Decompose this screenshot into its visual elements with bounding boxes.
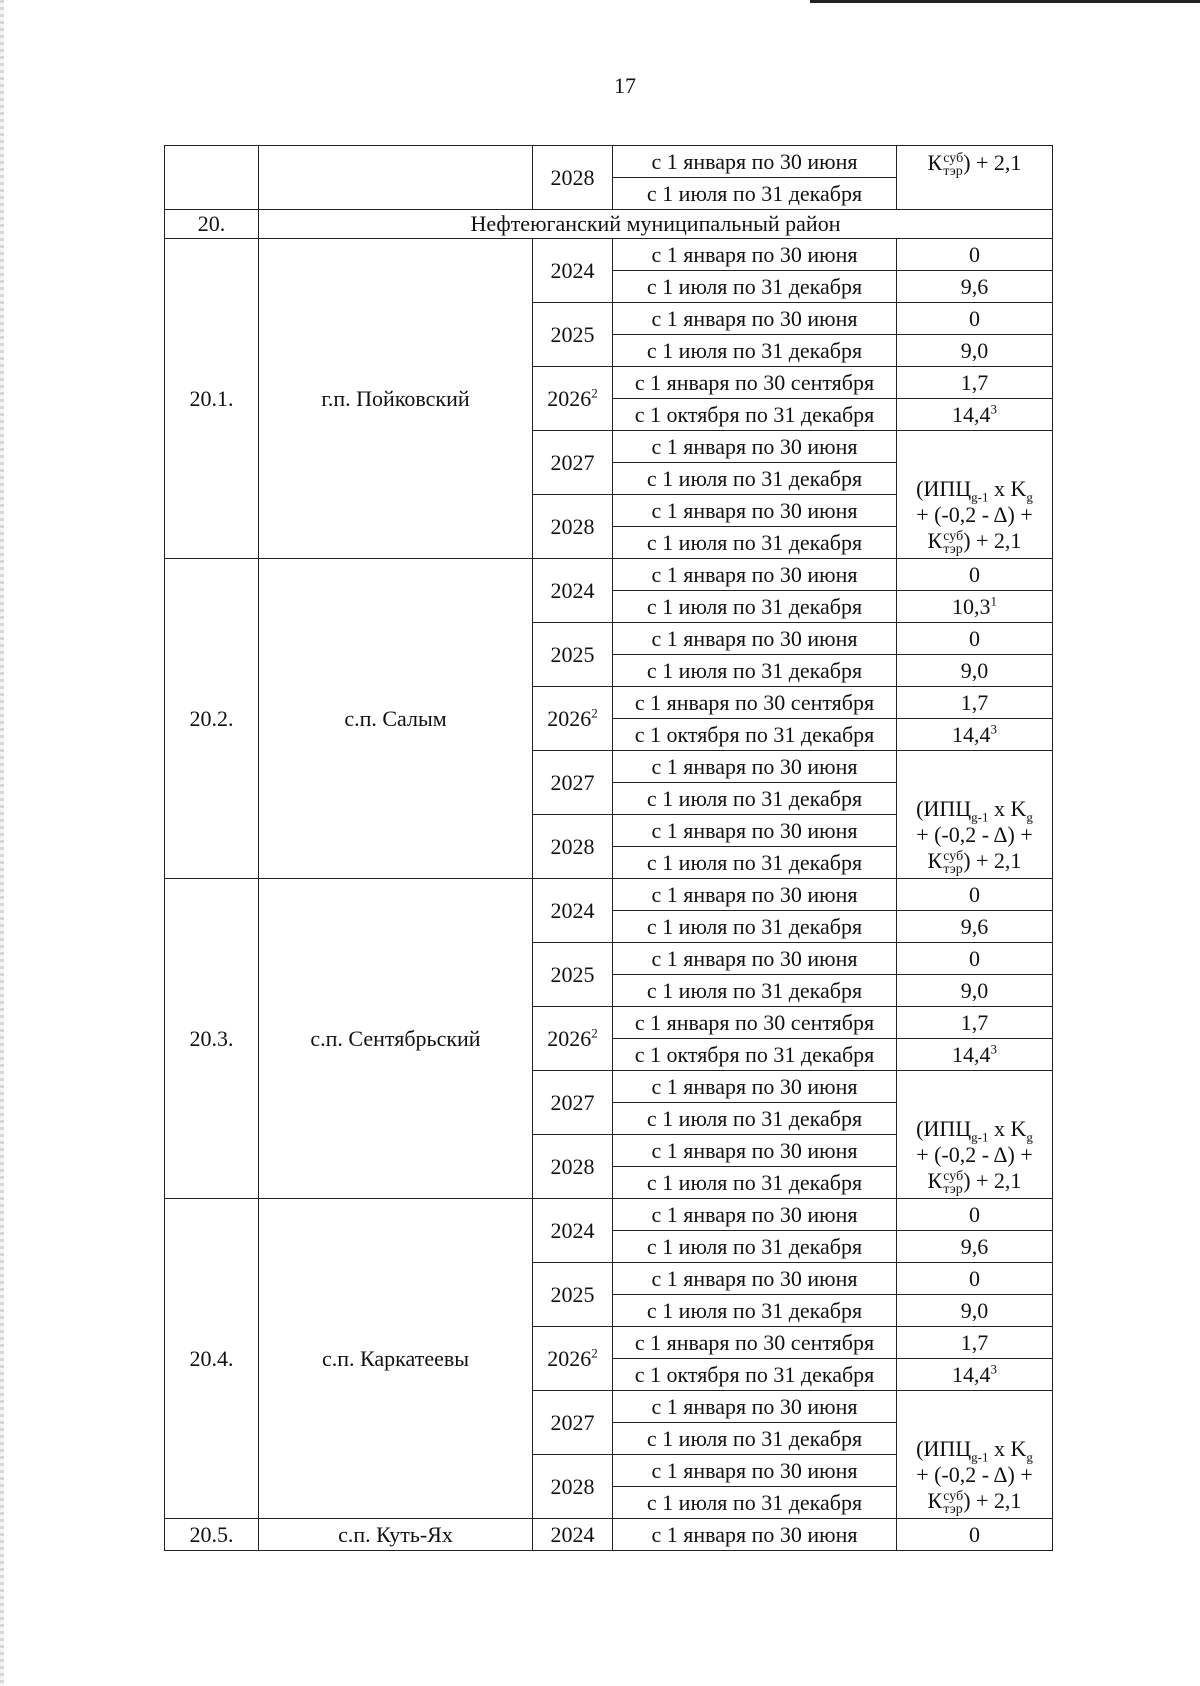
- formula-line-3: [901, 1168, 1048, 1196]
- formula-sup: суб: [943, 1169, 964, 1184]
- year-value: 2028: [550, 1153, 595, 1179]
- year-value: 2024: [550, 257, 595, 283]
- formula-line-3: [901, 1488, 1048, 1516]
- formula-line: [901, 150, 1048, 178]
- year-value: 2027: [550, 449, 595, 475]
- year-value: 2025: [550, 961, 595, 987]
- year-cell: [533, 1071, 613, 1135]
- formula-sup: суб: [943, 150, 964, 166]
- formula-line-2: + (-0,2 - Δ) +: [916, 502, 1033, 528]
- footnote-mark: 3: [990, 1041, 997, 1057]
- period-cell: с 1 января по 30 сентября: [613, 687, 897, 719]
- period-cell: с 1 июля по 31 декабря: [613, 335, 897, 367]
- table-row: [165, 239, 1053, 271]
- footnote-mark: 2: [591, 385, 598, 401]
- formula-ipc: (ИПЦ: [916, 796, 972, 822]
- settlement-name: г.п. Пойковский: [259, 239, 533, 559]
- formula-line-1: [901, 1116, 1048, 1145]
- period-cell: с 1 января по 30 июня: [613, 495, 897, 527]
- formula-cell: [897, 431, 1053, 559]
- formula-line-1: [901, 1436, 1048, 1465]
- formula-suffix: ) + 2,1: [963, 528, 1022, 554]
- formula-suffix: ) + 2,1: [963, 150, 1022, 175]
- period-cell: с 1 июля по 31 декабря: [613, 783, 897, 815]
- value-text: 14,4: [952, 1361, 991, 1387]
- formula-ipc: (ИПЦ: [916, 476, 972, 502]
- formula-line-3: [901, 528, 1048, 556]
- year-value: 2026: [547, 385, 592, 411]
- year-value: 2027: [550, 1409, 595, 1435]
- page-number: 17: [614, 73, 636, 98]
- table-row: [165, 146, 1053, 178]
- period-cell: с 1 января по 30 июня: [613, 431, 897, 463]
- formula-sub: g-1: [971, 1129, 989, 1145]
- value-cell: [897, 879, 1053, 911]
- period-cell: с 1 июля по 31 декабря: [613, 178, 897, 210]
- year-cell: [533, 1135, 613, 1199]
- formula-spacer: [901, 774, 1048, 796]
- tariff-table: [164, 145, 1053, 1551]
- value-cell: [897, 975, 1053, 1007]
- year-value: 2028: [550, 833, 595, 859]
- value-cell: 0: [897, 1519, 1053, 1551]
- year-value: 2027: [550, 1089, 595, 1115]
- district-name: Нефтеюганский муниципальный район: [259, 210, 1053, 239]
- value-text: 9,0: [960, 1297, 989, 1323]
- value-cell: [897, 559, 1053, 591]
- value-cell: [897, 1263, 1053, 1295]
- year-cell: [533, 1263, 613, 1327]
- formula-ipc: (ИПЦ: [916, 1116, 972, 1142]
- value-cell: [897, 719, 1053, 751]
- formula-sub: тэр: [943, 163, 963, 179]
- value-text: 9,0: [960, 977, 989, 1003]
- value-cell: [897, 1039, 1053, 1071]
- formula-sup: суб: [943, 1489, 964, 1504]
- formula-line-1: [901, 476, 1048, 505]
- year-value: 2025: [550, 1281, 595, 1307]
- period-cell: с 1 июля по 31 декабря: [613, 847, 897, 879]
- formula-k: К: [927, 1168, 943, 1194]
- value-text: 9,6: [960, 273, 989, 299]
- formula-sub: g-1: [971, 489, 989, 505]
- year-value: 2026: [547, 1345, 592, 1371]
- formula-line-2: + (-0,2 - Δ) +: [916, 1462, 1033, 1488]
- period-cell: с 1 июля по 31 декабря: [613, 975, 897, 1007]
- year-value: 2024: [550, 577, 595, 603]
- period-cell: с 1 января по 30 июня: [613, 943, 897, 975]
- year-cell: [533, 879, 613, 943]
- period-cell: с 1 января по 30 сентября: [613, 367, 897, 399]
- value-text: 0: [969, 1265, 980, 1291]
- period-cell: с 1 июля по 31 декабря: [613, 1167, 897, 1199]
- formula-sub: тэр: [943, 542, 963, 557]
- formula-sub: g: [1026, 1129, 1033, 1145]
- period-cell: с 1 января по 30 июня: [613, 239, 897, 271]
- value-cell: [897, 303, 1053, 335]
- settlement-name: с.п. Каркатеевы: [259, 1199, 533, 1519]
- formula-line-1: [901, 796, 1048, 825]
- formula-sub: тэр: [943, 862, 963, 877]
- formula-cell: [897, 1071, 1053, 1199]
- formula-sup: суб: [943, 529, 964, 544]
- year-cell: [533, 1199, 613, 1263]
- formula-k-indices: [943, 530, 963, 556]
- formula-sub: g-1: [971, 809, 989, 825]
- value-cell: [897, 911, 1053, 943]
- period-cell: с 1 октября по 31 декабря: [613, 719, 897, 751]
- period-cell: с 1 января по 30 сентября: [613, 1007, 897, 1039]
- value-text: 14,4: [952, 401, 991, 427]
- value-text: 0: [969, 1201, 980, 1227]
- year-cell: [533, 303, 613, 367]
- period-cell: с 1 января по 30 июня: [613, 623, 897, 655]
- footnote-mark: 3: [990, 1361, 997, 1377]
- scan-edge: [0, 0, 4, 1686]
- period-cell: с 1 января по 30 июня: [613, 1135, 897, 1167]
- value-text: 14,4: [952, 721, 991, 747]
- year-cell: [533, 239, 613, 303]
- value-cell: [897, 1359, 1053, 1391]
- period-cell: с 1 июля по 31 декабря: [613, 527, 897, 559]
- year-cell: 2024: [533, 1519, 613, 1551]
- formula-line-3: [901, 848, 1048, 876]
- formula-ipc: (ИПЦ: [916, 1436, 972, 1462]
- period-cell: с 1 января по 30 июня: [613, 751, 897, 783]
- period-cell: с 1 октября по 31 декабря: [613, 1359, 897, 1391]
- footnote-mark: 3: [990, 401, 997, 417]
- settlement-number: 20.3.: [165, 879, 259, 1199]
- formula-cell: [897, 751, 1053, 879]
- year-cell: [533, 943, 613, 1007]
- year-value: 2027: [550, 769, 595, 795]
- year-cell: [533, 1455, 613, 1519]
- formula-suffix: ) + 2,1: [963, 1168, 1022, 1194]
- value-cell: [897, 943, 1053, 975]
- period-cell: с 1 октября по 31 декабря: [613, 1039, 897, 1071]
- period-cell: с 1 января по 30 июня: [613, 1263, 897, 1295]
- value-cell: [897, 1199, 1053, 1231]
- footnote-mark: 2: [591, 1025, 598, 1041]
- year-value: 2024: [550, 1217, 595, 1243]
- value-text: 9,0: [960, 657, 989, 683]
- value-text: 1,7: [960, 1329, 989, 1355]
- value-cell: [897, 591, 1053, 623]
- value-cell: [897, 146, 1053, 210]
- footnote-mark: 2: [591, 705, 598, 721]
- year-cell: [533, 495, 613, 559]
- settlement-name: с.п. Салым: [259, 559, 533, 879]
- formula-k-indices: [943, 152, 963, 178]
- settlement-number: 20.5.: [165, 1519, 259, 1551]
- value-cell: [897, 687, 1053, 719]
- footnote-mark: 2: [591, 1345, 598, 1361]
- value-cell: [897, 1327, 1053, 1359]
- period-cell: с 1 июля по 31 декабря: [613, 1103, 897, 1135]
- period-cell: с 1 января по 30 июня: [613, 1455, 897, 1487]
- table-row: [165, 1519, 1053, 1551]
- year-cell: [533, 751, 613, 815]
- formula-sub: тэр: [943, 1502, 963, 1517]
- settlement-number-cell: [165, 146, 259, 210]
- formula-k: К: [927, 150, 943, 175]
- settlement-name: с.п. Куть-Ях: [259, 1519, 533, 1551]
- year-value: 2025: [550, 641, 595, 667]
- year-cell: [533, 815, 613, 879]
- formula-spacer: [901, 1414, 1048, 1436]
- period-cell: с 1 января по 30 июня: [613, 815, 897, 847]
- value-text: 14,4: [952, 1041, 991, 1067]
- top-edge-rule: [810, 0, 1200, 3]
- value-cell: [897, 1007, 1053, 1039]
- period-cell: с 1 января по 30 июня: [613, 1519, 897, 1551]
- formula-mid: x K: [988, 1116, 1027, 1142]
- period-cell: с 1 января по 30 июня: [613, 559, 897, 591]
- period-cell: с 1 января по 30 июня: [613, 1391, 897, 1423]
- footnote-mark: 1: [990, 593, 997, 609]
- period-cell: с 1 июля по 31 декабря: [613, 1231, 897, 1263]
- value-cell: [897, 239, 1053, 271]
- formula-k: К: [927, 528, 943, 554]
- table-row: [165, 559, 1053, 591]
- formula-k-indices: [943, 1490, 963, 1516]
- period-cell: с 1 января по 30 июня: [613, 879, 897, 911]
- formula-sub: g: [1026, 809, 1033, 825]
- value-text: 10,3: [952, 593, 991, 619]
- formula-k: К: [927, 1488, 943, 1514]
- period-cell: с 1 июля по 31 декабря: [613, 1423, 897, 1455]
- formula-suffix: ) + 2,1: [963, 1488, 1022, 1514]
- period-cell: с 1 января по 30 июня: [613, 1071, 897, 1103]
- value-text: 0: [969, 561, 980, 587]
- value-cell: [897, 655, 1053, 687]
- period-cell: с 1 июля по 31 декабря: [613, 463, 897, 495]
- district-row: [165, 210, 1053, 239]
- value-text: 1,7: [960, 369, 989, 395]
- formula-k: К: [927, 848, 943, 874]
- value-cell: [897, 1231, 1053, 1263]
- period-cell: с 1 июля по 31 декабря: [613, 271, 897, 303]
- year-value: 2028: [550, 513, 595, 539]
- value-cell: [897, 335, 1053, 367]
- year-cell: [533, 1391, 613, 1455]
- value-text: 0: [969, 305, 980, 331]
- value-text: 1,7: [960, 689, 989, 715]
- period-cell: с 1 июля по 31 декабря: [613, 1487, 897, 1519]
- year-cell: [533, 1327, 613, 1391]
- value-cell: [897, 1295, 1053, 1327]
- period-cell: с 1 июля по 31 декабря: [613, 591, 897, 623]
- table-row: [165, 1199, 1053, 1231]
- year-cell: [533, 623, 613, 687]
- formula-sub: g: [1026, 1449, 1033, 1465]
- year-cell: [533, 1007, 613, 1071]
- value-text: 0: [969, 241, 980, 267]
- year-value: 2025: [550, 321, 595, 347]
- formula-k-indices: [943, 1170, 963, 1196]
- formula-line-2: + (-0,2 - Δ) +: [916, 1142, 1033, 1168]
- district-number: 20.: [165, 210, 259, 239]
- period-cell: с 1 января по 30 сентября: [613, 1327, 897, 1359]
- value-text: 9,6: [960, 913, 989, 939]
- year-value: 2028: [550, 1473, 595, 1499]
- period-cell: с 1 января по 30 июня: [613, 146, 897, 178]
- tariff-table-body: [165, 146, 1053, 1551]
- period-cell: с 1 января по 30 июня: [613, 303, 897, 335]
- value-cell: [897, 623, 1053, 655]
- formula-line-2: + (-0,2 - Δ) +: [916, 822, 1033, 848]
- settlement-number: 20.1.: [165, 239, 259, 559]
- formula-cell: [897, 1391, 1053, 1519]
- value-cell: [897, 367, 1053, 399]
- formula-sub: g: [1026, 489, 1033, 505]
- settlement-name: с.п. Сентябрьский: [259, 879, 533, 1199]
- value-text: 9,6: [960, 1233, 989, 1259]
- formula-k-indices: [943, 850, 963, 876]
- period-cell: с 1 июля по 31 декабря: [613, 1295, 897, 1327]
- value-cell: [897, 271, 1053, 303]
- value-text: 0: [969, 625, 980, 651]
- year-cell: [533, 559, 613, 623]
- year-value: 2026: [547, 705, 592, 731]
- footnote-mark: 3: [990, 721, 997, 737]
- formula-mid: x K: [988, 796, 1027, 822]
- value-text: 1,7: [960, 1009, 989, 1035]
- value-text: 9,0: [960, 337, 989, 363]
- year-value: 2024: [550, 897, 595, 923]
- formula-suffix: ) + 2,1: [963, 848, 1022, 874]
- settlement-number: 20.2.: [165, 559, 259, 879]
- table-row: [165, 879, 1053, 911]
- period-cell: с 1 января по 30 июня: [613, 1199, 897, 1231]
- period-cell: с 1 июля по 31 декабря: [613, 655, 897, 687]
- year-cell: [533, 431, 613, 495]
- formula-spacer: [901, 454, 1048, 476]
- value-text: 0: [969, 881, 980, 907]
- year-value: 2026: [547, 1025, 592, 1051]
- year-cell: [533, 687, 613, 751]
- formula-sub: g-1: [971, 1449, 989, 1465]
- year-cell: [533, 367, 613, 431]
- formula-sub: тэр: [943, 1182, 963, 1197]
- formula-sup: суб: [943, 849, 964, 864]
- formula-mid: x K: [988, 476, 1027, 502]
- period-cell: с 1 июля по 31 декабря: [613, 911, 897, 943]
- value-cell: [897, 399, 1053, 431]
- period-cell: с 1 октября по 31 декабря: [613, 399, 897, 431]
- formula-mid: x K: [988, 1436, 1027, 1462]
- settlement-name-cell: [259, 146, 533, 210]
- formula-spacer: [901, 1094, 1048, 1116]
- value-text: 0: [969, 945, 980, 971]
- settlement-number: 20.4.: [165, 1199, 259, 1519]
- year-cell: 2028: [533, 146, 613, 210]
